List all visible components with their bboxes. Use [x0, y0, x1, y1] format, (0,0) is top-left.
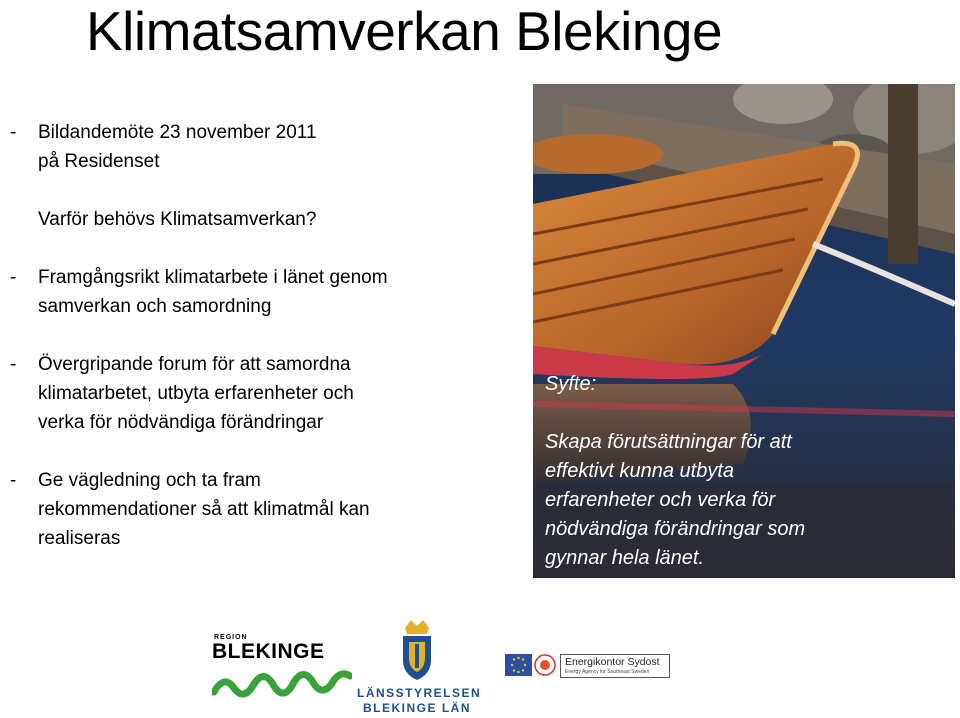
bullet-line: samverkan och samordning — [38, 296, 272, 317]
bullet-line: realiseras — [38, 528, 121, 549]
bullet-line: Framgångsrikt klimatarbete i länet genom — [38, 267, 388, 288]
region-blekinge-logo — [212, 630, 352, 702]
lansstyrelsen-text: LÄNSSTYRELSEN — [357, 686, 482, 700]
syfte-line: Skapa förutsättningar för att — [545, 431, 792, 453]
bullet-line: klimatarbetet, utbyta erfarenheter och — [38, 383, 354, 404]
bullet-dash: - — [10, 267, 17, 288]
wave-icon — [212, 664, 352, 700]
syfte-line: effektivt kunna utbyta — [545, 460, 735, 482]
bullet-line: på Residenset — [38, 151, 160, 172]
bullet-line: verka för nödvändiga förändringar — [38, 412, 324, 433]
region-logo-big-text: BLEKINGE — [212, 640, 325, 663]
eu-flag-icon — [505, 654, 532, 676]
bullet-line: Övergripande forum för att samordna — [38, 354, 351, 375]
lansstyrelsen-logo — [357, 618, 482, 716]
syfte-text — [545, 370, 945, 573]
coat-of-arms-icon — [397, 618, 437, 682]
energy-emblem-icon — [534, 654, 556, 676]
region-logo-small-text: REGION — [214, 634, 248, 641]
syfte-line: nödvändiga förändringar som — [545, 518, 806, 540]
subheading-line: Varför behövs Klimatsamverkan? — [38, 209, 317, 230]
energikontor-textbox — [560, 654, 670, 678]
slide-title: Klimatsamverkan Blekinge — [86, 0, 723, 62]
bullet-dash: - — [10, 122, 17, 143]
bullet-line: rekommendationer så att klimatmål kan — [38, 499, 370, 520]
energikontor-subtitle: Energy Agency for Southeast Sweden — [565, 669, 650, 675]
bullet-item — [10, 263, 522, 321]
bullet-item — [10, 118, 522, 176]
bullet-item — [10, 466, 522, 553]
bullet-dash: - — [10, 354, 17, 375]
syfte-heading: Syfte: — [545, 373, 597, 395]
syfte-line: erfarenheter och verka för — [545, 489, 776, 511]
subheading-item — [10, 205, 522, 234]
bullet-item — [10, 350, 522, 437]
bullet-line: Ge vägledning och ta fram — [38, 470, 261, 491]
bullet-dash: - — [10, 470, 17, 491]
bullet-line: Bildandemöte 23 november 2011 — [38, 122, 317, 143]
blekinge-lan-text: BLEKINGE LÄN — [363, 701, 471, 715]
syfte-line: gynnar hela länet. — [545, 547, 705, 569]
energikontor-logo — [505, 654, 670, 680]
energikontor-title: Energikontor Sydost — [565, 656, 660, 668]
bullet-list — [10, 118, 522, 553]
